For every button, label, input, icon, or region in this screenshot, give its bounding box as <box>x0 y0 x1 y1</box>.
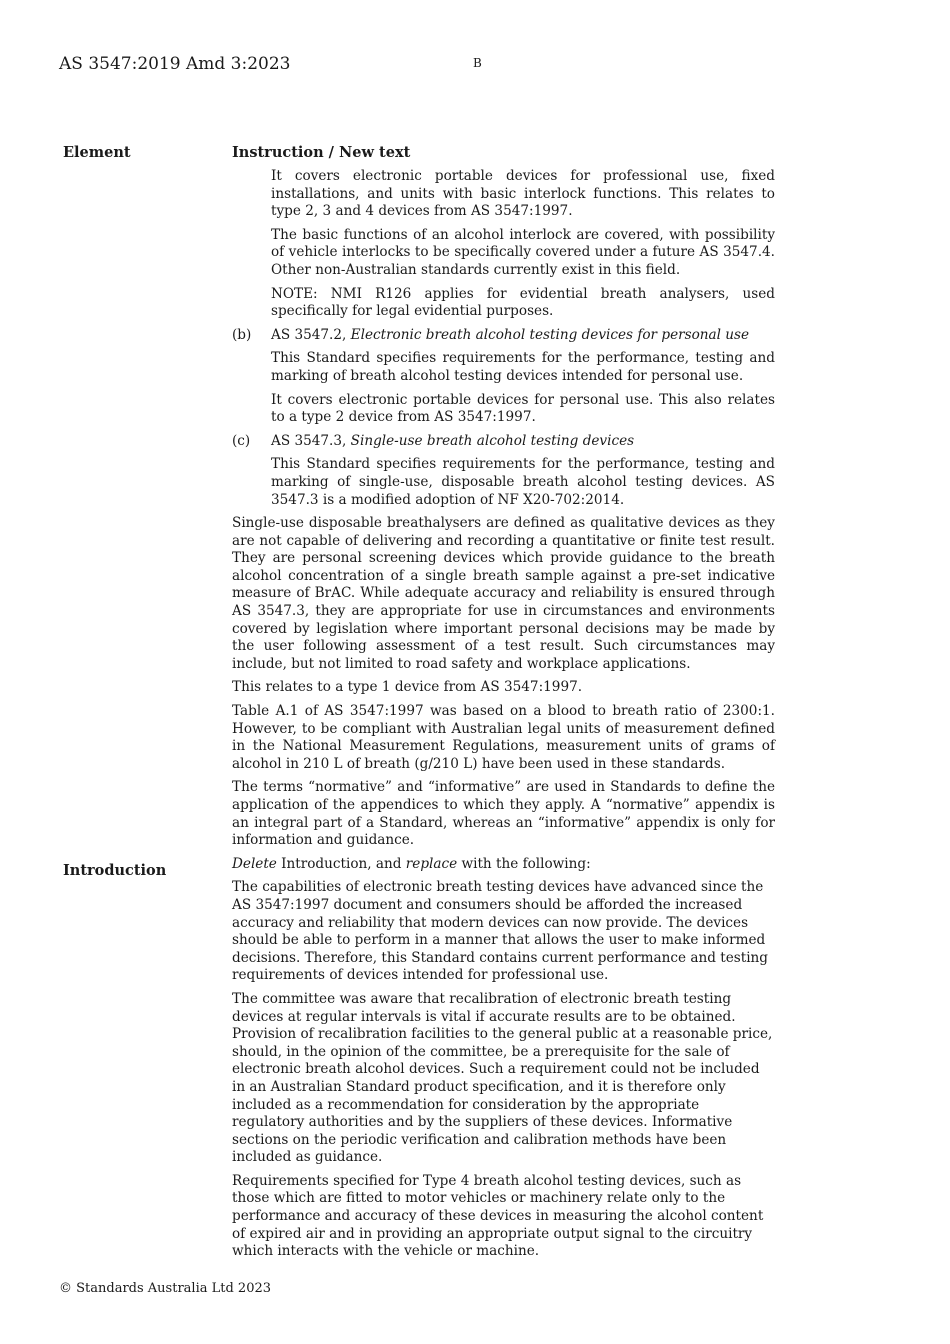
page-mark: B <box>473 56 482 70</box>
paragraph: It covers electronic portable devices for professional use, fixed installations, and units with basic interlock functions. This relates to type 2, 3 and 4 devices from AS 3547:1997. <box>271 168 775 220</box>
instruction-column <box>232 168 775 1267</box>
list-marker: (c) <box>232 432 251 449</box>
paragraph: It covers electronic portable devices for personal use. This also relates to a type 2 device from AS 3547:1997. <box>271 391 775 426</box>
list-item-text: AS 3547.2, Electronic breath alcohol testing devices for personal use <box>271 326 750 343</box>
element-label-introduction: Introduction <box>63 862 167 879</box>
standard-title: Single-use breath alcohol testing devices <box>350 432 635 449</box>
list-item-text: AS 3547.3, Single-use breath alcohol testing devices <box>271 432 635 449</box>
column-header-element: Element <box>63 144 131 161</box>
paragraph: This Standard specifies requirements for the performance, testing and marking of breath alcohol testing devices intended for personal use. <box>271 350 775 384</box>
note: NOTE: NMI R126 applies for evidential breath analysers, used specifically for legal evidential purposes. <box>271 285 775 320</box>
paragraph: This relates to a type 1 device from AS 3547:1997. <box>232 679 583 696</box>
paragraph: This Standard specifies requirements for the performance, testing and marking of single-use, disposable breath alcohol testing devices. AS 3547.3 is a modified adoption of NF X20-702:2014. <box>271 456 775 508</box>
document-title: AS 3547:2019 Amd 3:2023 <box>59 54 291 74</box>
list-item-c <box>232 433 775 451</box>
instruction-line: Delete Introduction, and replace with the following: <box>232 855 591 872</box>
paragraph: The capabilities of electronic breath testing devices have advanced since the AS 3547:1997 document and consumers should be afforded the increased accuracy and reliability that modern devices can now provide. The devices should be able to perform in a manner that allows the user to make informed decisions. Therefore, this Standard contains current performance and testing requirements of devices intended for professional use. <box>232 879 769 984</box>
list-marker: (b) <box>232 326 252 343</box>
paragraph: The terms “normative” and “informative” are used in Standards to define the application of the appendices to which they apply. A “normative” appendix is an integral part of a Standard, whereas an “informative” appendix is only for information and guidance. <box>232 779 775 849</box>
paragraph: The committee was aware that recalibration of electronic breath testing devices at regular intervals is vital if accurate results are to be obtained. Provision of recalibration facilities to the general public at a reasonable price, should, in the opinion of the committee, be a prerequisite for the sale of electronic breath alcohol devices. Such a requirement could not be included in an Australian Standard product specification, and it is therefore only included as a recommendation for consideration by the appropriate regulatory authorities and by the suppliers of these devices. Informative sections on the periodic verification and calibration methods have been included as guidance. <box>232 990 773 1166</box>
paragraph: Table A.1 of AS 3547:1997 was based on a blood to breath ratio of 2300:1. However, to be compliant with Australian legal units of measurement defined in the National Measurement Regulations, measurement units of grams of alcohol in 210 L of breath (g/210 L) have been used in these standards. <box>232 703 775 772</box>
copyright-footer: © Standards Australia Ltd 2023 <box>59 1281 272 1296</box>
paragraph: The basic functions of an alcohol interlock are covered, with possibility of vehicle interlocks to be specifically covered under a future AS 3547.4. Other non-Australian standards currently exist in this field. <box>271 226 775 278</box>
column-header-instruction: Instruction / New text <box>232 144 411 161</box>
paragraph: Single-use disposable breathalysers are defined as qualitative devices as they are not capable of delivering and recording a quantitative or finite test result. They are personal screening devices which provide guidance to the breath alcohol concentration of a single breath sample against a pre-set indicative measure of BrAC. While adequate accuracy and reliability is ensured through AS 3547.3, they are appropriate for use in circumstances and environments covered by legislation where important personal decisions may be made by the user following assessment of a test result. Such circumstances may include, but not limited to road safety and workplace applications. <box>232 515 775 672</box>
list-item-b <box>232 327 775 345</box>
paragraph: Requirements specified for Type 4 breath alcohol testing devices, such as those which are fitted to motor vehicles or machinery relate only to the performance and accuracy of these devices in measuring the alcohol content of expired air and in providing an appropriate output signal to the circuitry which interacts with the vehicle or machine. <box>232 1172 764 1260</box>
standard-title: Electronic breath alcohol testing devices for personal use <box>350 326 750 343</box>
